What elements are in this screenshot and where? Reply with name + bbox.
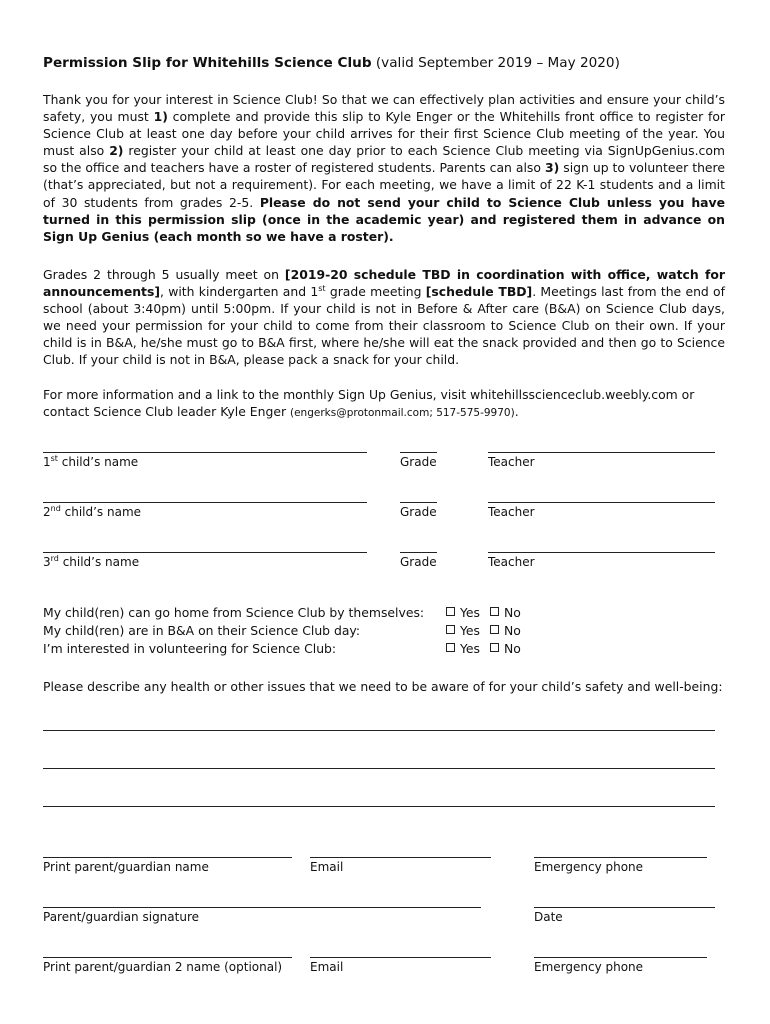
- in-ba-yes-checkbox[interactable]: Yes: [446, 623, 480, 638]
- volunteer-no-checkbox[interactable]: No: [490, 641, 521, 656]
- child-1-teacher-line[interactable]: [488, 452, 715, 453]
- signature-line[interactable]: [43, 907, 481, 908]
- parent2-name-label: Print parent/guardian 2 name (optional): [43, 960, 283, 974]
- intro-paragraph: Thank you for your interest in Science Club! So that we can effectively plan activities and ensure your child’s safety, you must 1) complete and provide this slip to Kyle Enger or the Whitehills front office to register for Science Club at least one day before your child arrives for their first Science Club meeting of the year. You must also 2) register your child at least one day prior to each Science Club meeting via SignUpGenius.com so the office and teachers have a roster of registered students. Parents can also 3) sign up to volunteer there (that’s appreciated, but not a requirement). For each meeting, we have a limit of 22 K-1 students and a limit of 30 students from grades 2-5. Please do not send your child to Science Club unless you have turned in this permission slip (once in the academic year) and registered them in advance on Sign Up Genius (each month so we have a roster).: [43, 92, 726, 244]
- checkbox-icon: [490, 607, 499, 616]
- child-2-grade-line[interactable]: [400, 502, 437, 503]
- parent2-email-line[interactable]: [310, 957, 491, 958]
- checkbox-icon: [490, 625, 499, 634]
- volunteer-yes-checkbox[interactable]: Yes: [446, 641, 480, 656]
- child-1-name-line[interactable]: [43, 452, 367, 453]
- parent-phone-line[interactable]: [534, 857, 707, 858]
- parent2-phone-label: Emergency phone: [534, 960, 644, 974]
- parent2-name-line[interactable]: [43, 957, 292, 958]
- child-3-name-line[interactable]: [43, 552, 367, 553]
- checkbox-icon: [446, 625, 455, 634]
- child-2-name-label: 2nd child’s name: [43, 504, 142, 519]
- child-3-grade-line[interactable]: [400, 552, 437, 553]
- health-prompt: Please describe any health or other issues that we need to be aware of for your child’s safety and well-being:: [43, 679, 723, 694]
- checkbox-icon: [446, 607, 455, 616]
- health-line-3[interactable]: [43, 806, 715, 807]
- question-volunteer: I’m interested in volunteering for Science Club:: [43, 641, 337, 656]
- signature-label: Parent/guardian signature: [43, 910, 200, 924]
- child-1-grade-label: Grade: [400, 455, 437, 469]
- date-line[interactable]: [534, 907, 715, 908]
- warning-text: Please do not send your child to Science Club unless you have turned in this permission slip (once in the academic year) and registered them in advance on Sign Up Genius (each month so we have a roster).: [43, 194, 725, 244]
- child-3-grade-label: Grade: [400, 555, 437, 569]
- go-home-no-checkbox[interactable]: No: [490, 605, 521, 620]
- schedule-paragraph: Grades 2 through 5 usually meet on [2019-20 schedule TBD in coordination with office, watch for announcements], with kindergarten and 1st grade meeting [schedule TBD]. Meetings last from the end of school (about 3:40pm) until 5:00pm. If your child is not in Before & After care (B&A) on Science Club days, we need your permission for your child to come from their classroom to Science Club on their own. If your child is in B&A, he/she must go to B&A first, where he/she will eat the snack provided and then go to Science Club. If your child is not in B&A, please pack a snack for your child.: [43, 267, 726, 368]
- contact-details: (engerks@protonmail.com; 517-575-9970): [289, 407, 515, 420]
- page-title: [43, 55, 620, 71]
- parent-name-line[interactable]: [43, 857, 292, 858]
- health-line-1[interactable]: [43, 730, 715, 731]
- parent2-phone-line[interactable]: [534, 957, 707, 958]
- child-1-name-label: 1st child’s name: [43, 454, 139, 469]
- question-go-home: My child(ren) can go home from Science Club by themselves:: [43, 605, 425, 620]
- checkbox-icon: [490, 643, 499, 652]
- parent-email-line[interactable]: [310, 857, 491, 858]
- child-3-teacher-line[interactable]: [488, 552, 715, 553]
- child-1-teacher-label: Teacher: [488, 455, 535, 469]
- child-3-name-label: 3rd child’s name: [43, 554, 140, 569]
- parent-email-label: Email: [310, 860, 344, 874]
- title-validity: (valid September 2019 – May 2020): [371, 55, 620, 71]
- parent2-email-label: Email: [310, 960, 344, 974]
- child-3-teacher-label: Teacher: [488, 555, 535, 569]
- health-line-2[interactable]: [43, 768, 715, 769]
- contact-paragraph: For more information and a link to the monthly Sign Up Genius, visit whitehillsscienceclub.weebly.com or contact Science Club leader Kyle Enger (engerks@protonmail.com; 517-575-9970).: [43, 387, 695, 420]
- child-2-name-line[interactable]: [43, 502, 367, 503]
- go-home-yes-checkbox[interactable]: Yes: [446, 605, 480, 620]
- in-ba-no-checkbox[interactable]: No: [490, 623, 521, 638]
- child-2-teacher-label: Teacher: [488, 505, 535, 519]
- child-2-teacher-line[interactable]: [488, 502, 715, 503]
- child-2-grade-label: Grade: [400, 505, 437, 519]
- checkbox-icon: [446, 643, 455, 652]
- parent-name-label: Print parent/guardian name: [43, 860, 209, 874]
- date-label: Date: [534, 910, 563, 924]
- title-bold: Permission Slip for Whitehills Science Club: [43, 55, 372, 71]
- child-1-grade-line[interactable]: [400, 452, 437, 453]
- parent-phone-label: Emergency phone: [534, 860, 644, 874]
- question-in-ba: My child(ren) are in B&A on their Science Club day:: [43, 623, 361, 638]
